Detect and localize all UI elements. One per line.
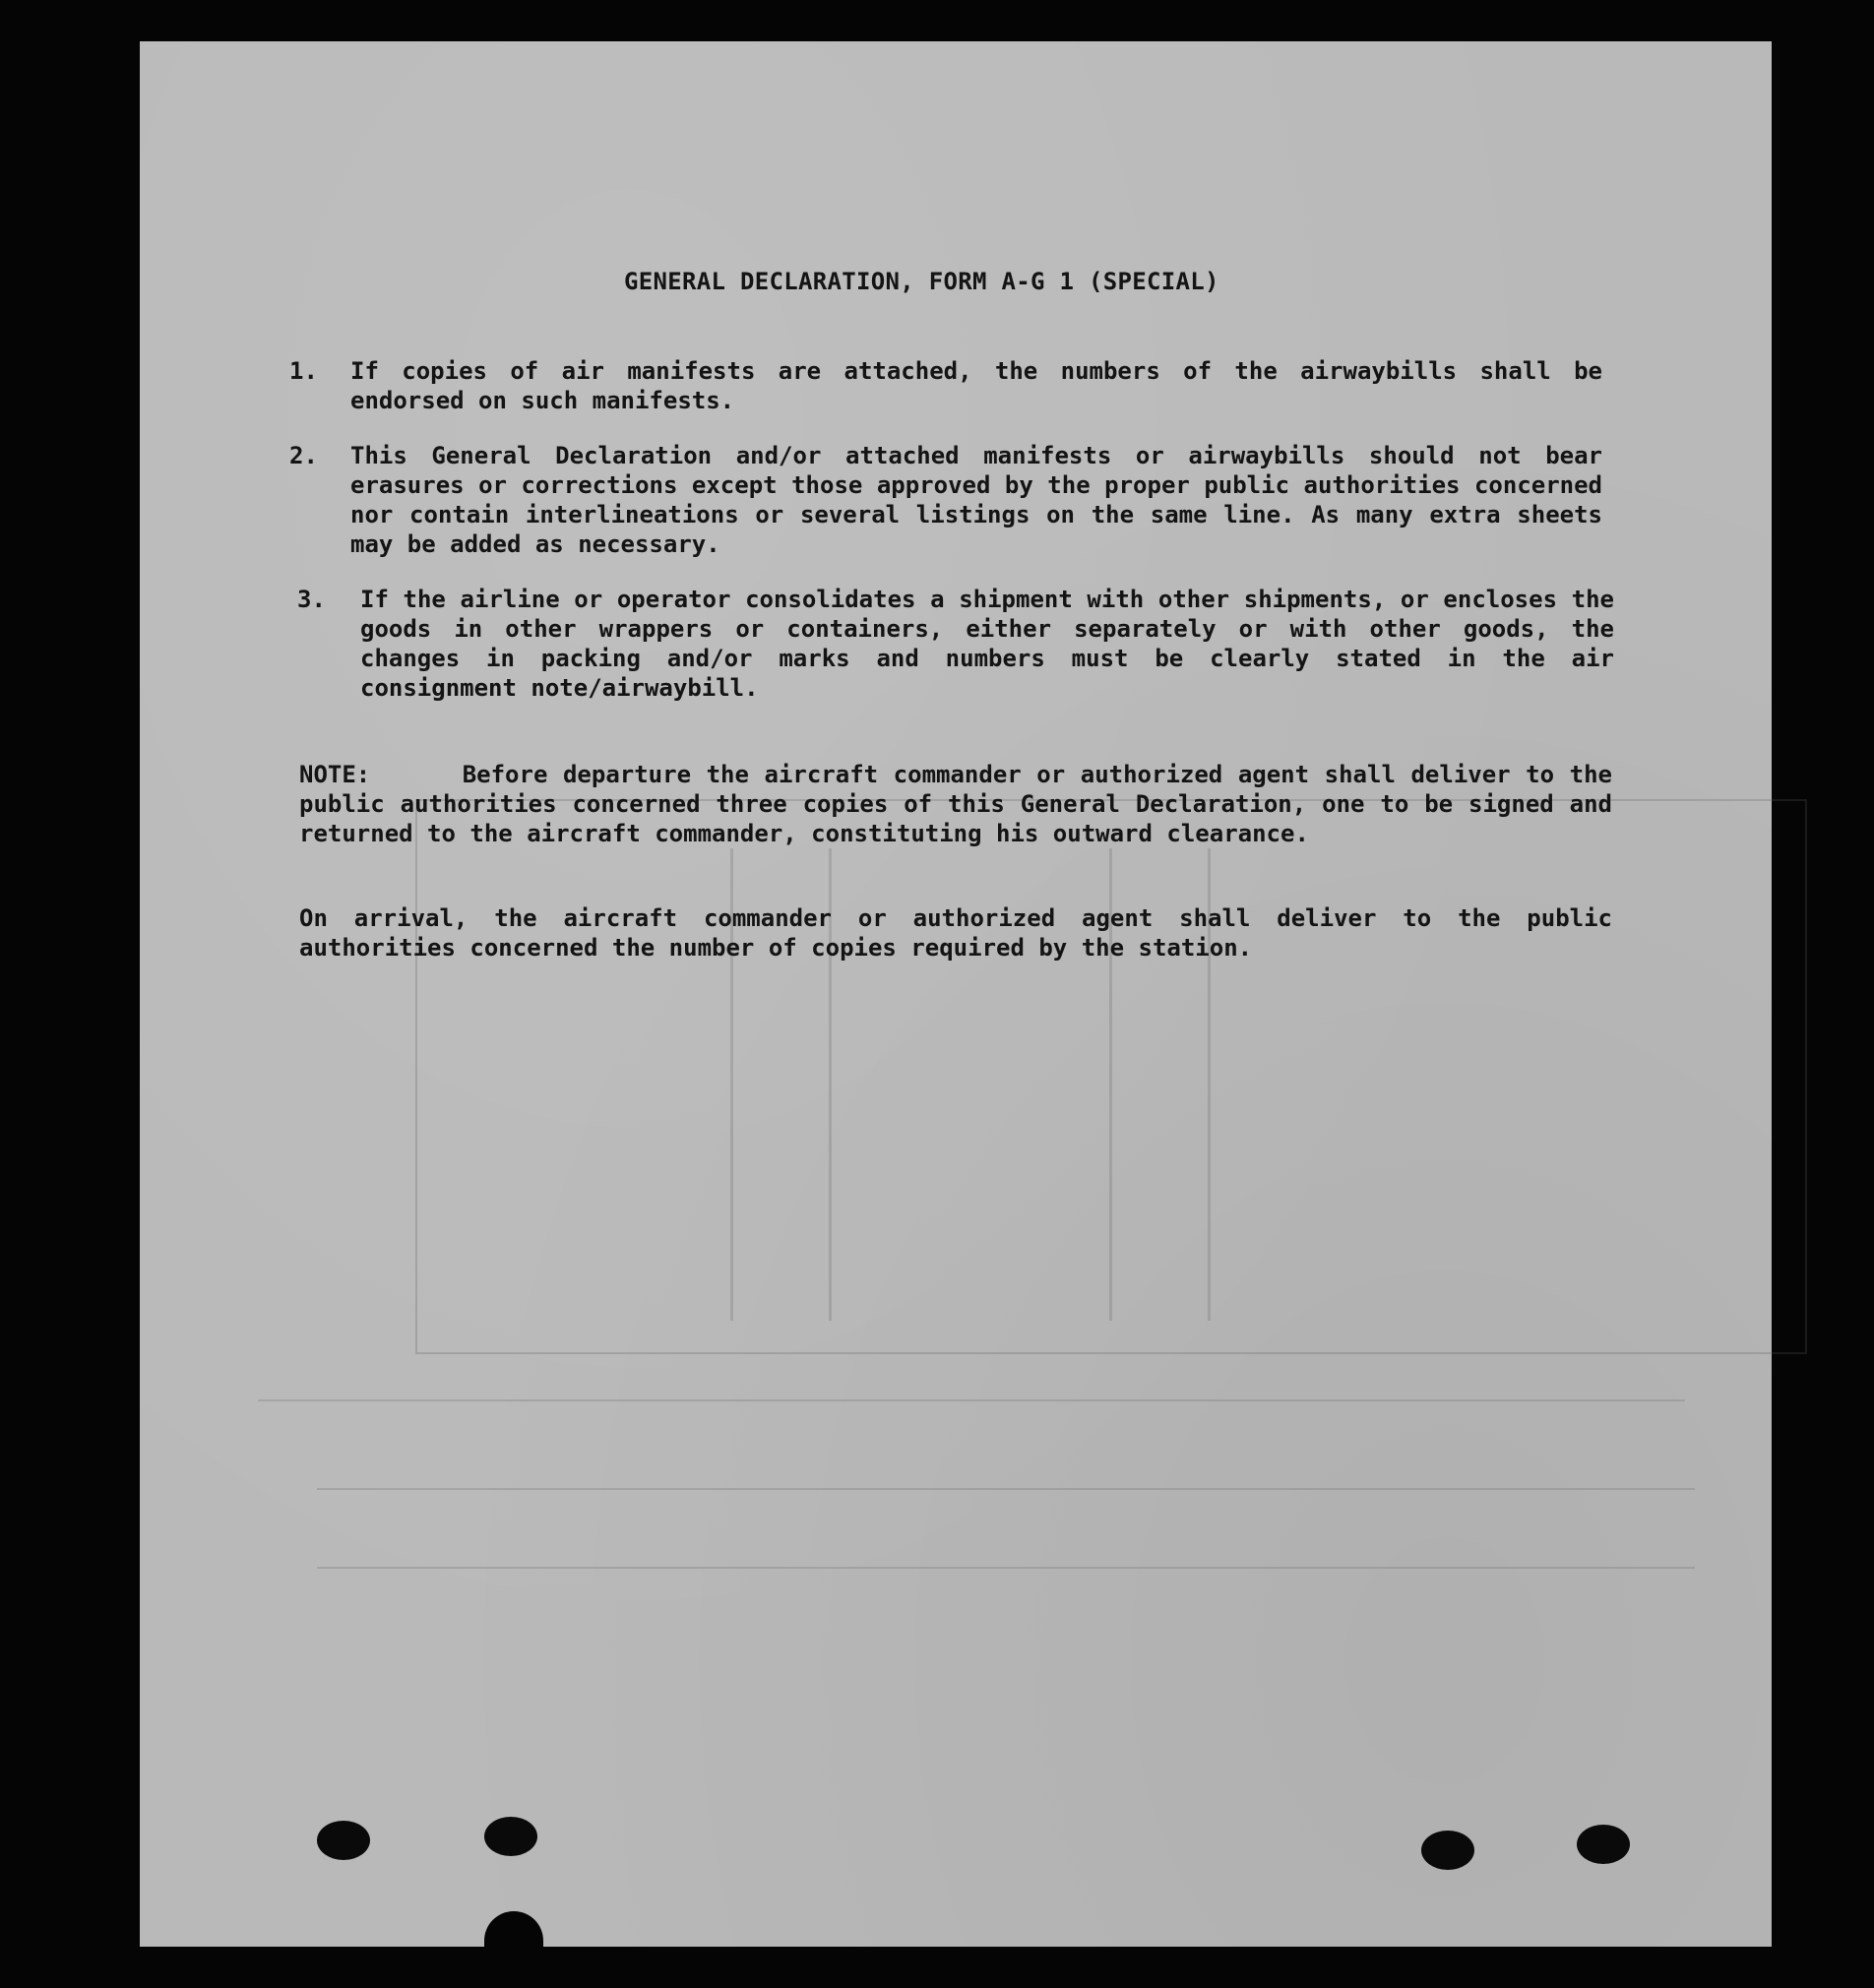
note-departure-text: Before departure the aircraft commander or authorized agent shall deliver to the public authorities concerned three copies of this General Declaration, one to be signed and returned to the aircraft commander, constituting his outward clearance.	[299, 761, 1613, 847]
punch-hole	[484, 1817, 537, 1856]
torn-edge	[484, 1911, 543, 1947]
form-title: GENERAL DECLARATION, FORM A-G 1 (SPECIAL)	[624, 268, 1219, 295]
item-number: 1.	[289, 357, 318, 385]
note-arrival: On arrival, the aircraft commander or authorized agent shall deliver to the public authorities concerned the number of copies required by the station.	[299, 904, 1612, 962]
item-text: If copies of air manifests are attached, the numbers of the airwaybills shall be endorsed on such manifests.	[350, 357, 1602, 414]
note-departure	[299, 760, 1612, 848]
punch-hole	[1421, 1831, 1474, 1870]
show-through-line	[317, 1488, 1695, 1490]
item-number: 3.	[297, 586, 326, 613]
item-text: If the airline or operator consolidates a shipment with other shipments, or encloses the goods in other wrappers or containers, either separately or with other goods, the changes in packing and/or marks and numbers must be clearly stated in the air consignment note/airwaybill.	[360, 586, 1614, 702]
item-number: 2.	[289, 442, 318, 469]
show-through-line	[317, 1567, 1695, 1569]
note-label: NOTE:	[299, 761, 371, 788]
punch-hole	[1577, 1825, 1630, 1864]
item-text: This General Declaration and/or attached manifests or airwaybills should not bear erasures or corrections except those approved by the proper public authorities concerned nor contain interlineations or several listings on the same line. As many extra sheets may be added as necessary.	[350, 442, 1602, 558]
paper-sheet	[140, 41, 1772, 1947]
punch-hole	[317, 1821, 370, 1860]
show-through-line	[258, 1399, 1685, 1401]
